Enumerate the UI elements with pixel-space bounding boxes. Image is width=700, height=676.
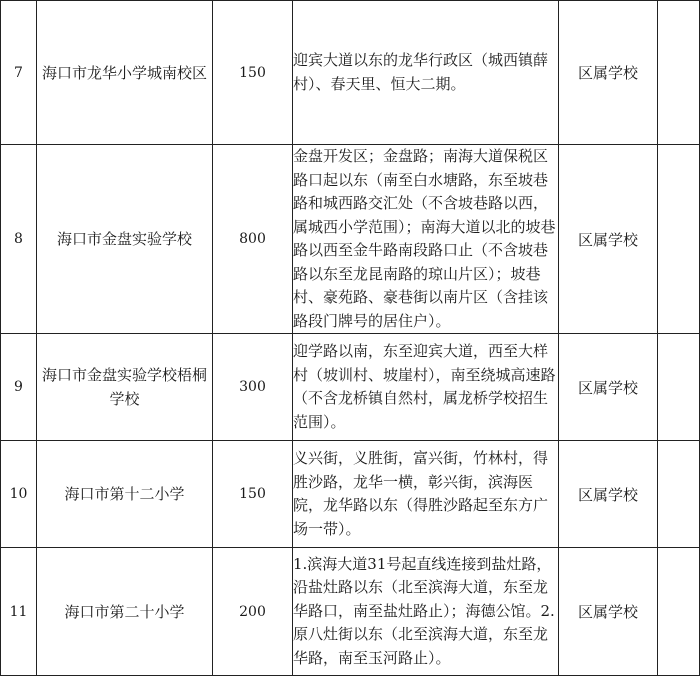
enrollment-area xyxy=(293,548,559,676)
empty-cell xyxy=(658,1,700,145)
table-row xyxy=(1,548,700,676)
enrollment-area-text: 义兴街，义胜街，富兴街，竹林村，得胜沙路，龙华一横，彰兴街，滨海医院，龙华路以东（得胜沙路起至东方广场一带）。 xyxy=(293,449,549,538)
enrollment-capacity: 800 xyxy=(213,145,293,334)
empty-cell xyxy=(658,548,700,676)
school-type: 区属学校 xyxy=(559,145,658,334)
empty-cell xyxy=(658,441,700,548)
table-row xyxy=(1,441,700,548)
row-index: 11 xyxy=(1,548,37,676)
enrollment-capacity: 150 xyxy=(213,1,293,145)
row-index: 7 xyxy=(1,1,37,145)
school-type: 区属学校 xyxy=(559,1,658,145)
enrollment-area-text: 金盘开发区；金盘路；南海大道保税区路口起以东（南至白水塘路，东至坡巷路和城西路交汇处（不含坡巷路以西，属城西小学范围）；南海大道以北的坡巷路以西至金牛路南段路口止（不含坡巷路以东至龙昆南路的琼山片区）；坡巷村、豪苑路、豪巷街以南片区（含挂该路段门牌号的居住户）。 xyxy=(293,147,556,330)
row-index: 10 xyxy=(1,441,37,548)
school-name: 海口市金盘实验学校 xyxy=(37,145,213,334)
enrollment-capacity: 150 xyxy=(213,441,293,548)
enrollment-area xyxy=(293,1,559,145)
row-index: 8 xyxy=(1,145,37,334)
enrollment-area-text: 迎学路以南，东至迎宾大道，西至大样村（坡训村、坡崖村），南至绕城高速路（不含龙桥镇自然村，属龙桥学校招生范围）。 xyxy=(293,342,556,431)
enrollment-area xyxy=(293,145,559,334)
school-name: 海口市金盘实验学校梧桐学校 xyxy=(37,334,213,441)
school-name: 海口市龙华小学城南校区 xyxy=(37,1,213,145)
empty-cell xyxy=(658,145,700,334)
enrollment-area-text: 迎宾大道以东的龙华行政区（城西镇薛村）、春天里、恒大二期。 xyxy=(293,51,549,93)
enrollment-capacity: 200 xyxy=(213,548,293,676)
school-name: 海口市第十二小学 xyxy=(37,441,213,548)
enrollment-area xyxy=(293,334,559,441)
enrollment-area-text: 1.滨海大道31号起直线连接到盐灶路，沿盐灶路以东（北至滨海大道，东至龙华路口，南至盐灶路止）；海德公馆。2.原八灶街以东（北至滨海大道，东至龙华路，南至玉河路止）。 xyxy=(293,554,555,667)
school-type: 区属学校 xyxy=(559,334,658,441)
table-row xyxy=(1,1,700,145)
empty-cell xyxy=(658,334,700,441)
row-index: 9 xyxy=(1,334,37,441)
table-row xyxy=(1,145,700,334)
enrollment-area xyxy=(293,441,559,548)
school-type: 区属学校 xyxy=(559,441,658,548)
enrollment-capacity: 300 xyxy=(213,334,293,441)
table-row xyxy=(1,334,700,441)
school-type: 区属学校 xyxy=(559,548,658,676)
school-name: 海口市第二十小学 xyxy=(37,548,213,676)
